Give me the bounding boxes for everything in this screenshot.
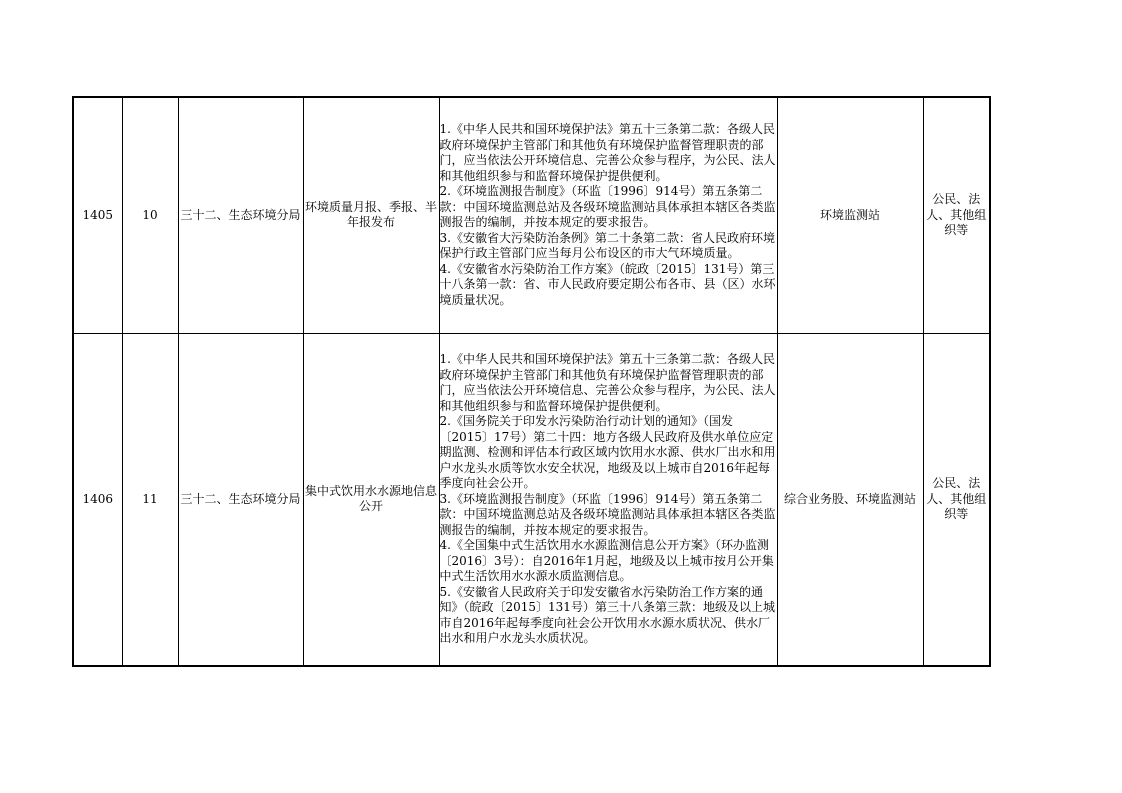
row-id: 1406	[73, 333, 122, 666]
department-cell: 三十二、生态环境分局	[178, 333, 303, 666]
disclosure-table	[72, 96, 991, 667]
row-id: 1405	[73, 97, 122, 333]
basis-clause: 4.《安徽省水污染防治工作方案》（皖政〔2015〕131号）第三十八条第一款：省、市人民政府要定期公布各市、县（区）水环境质量状况。	[439, 261, 776, 307]
basis-clause: 1.《中华人民共和国环境保护法》第五十三条第二款：各级人民政府环境保护主管部门和其他负有环境保护监督管理职责的部门，应当依法公开环境信息、完善公众参与程序，为公民、法人和其他组织参与和监督环境保护提供便利。	[439, 352, 776, 413]
row-number: 10	[122, 97, 178, 333]
target-audience-cell: 公民、法人、其他组织等	[923, 333, 990, 666]
basis-cell	[439, 97, 777, 333]
basis-cell	[439, 333, 777, 666]
basis-clause: 2.《国务院关于印发水污染防治行动计划的通知》（国发〔2015〕17号）第二十四：地方各级人民政府及供水单位应定期监测、检测和评估本行政区域内饮用水水源、供水厂出水和用户水龙头水质等饮水安全状况，地级及以上城市自2016年起每季度向社会公开。	[439, 414, 776, 490]
basis-clause: 2.《环境监测报告制度》（环监〔1996〕914号）第五条第二款：中国环境监测总站及各级环境监测站具体承担本辖区各类监测报告的编制，并按本规定的要求报告。	[439, 184, 776, 230]
target-audience-cell: 公民、法人、其他组织等	[923, 97, 990, 333]
responsible-unit-cell: 综合业务股、环境监测站	[777, 333, 923, 666]
item-cell: 环境质量月报、季报、半年报发布	[303, 97, 439, 333]
basis-clause: 5.《安徽省人民政府关于印发安徽省水污染防治工作方案的通知》（皖政〔2015〕131号）第三十八条第三款：地级及以上城市自2016年起每季度向社会公开饮用水水源水质状况、供水厂出水和用户水龙头水质状况。	[439, 584, 775, 645]
basis-clause: 3.《安徽省大污染防治条例》第二十条第二款：省人民政府环境保护行政主管部门应当每月公布设区的市大气环境质量。	[439, 230, 775, 261]
basis-clause: 1.《中华人民共和国环境保护法》第五十三条第二款：各级人民政府环境保护主管部门和其他负有环境保护监督管理职责的部门，应当依法公开环境信息、完善公众参与程序，为公民、法人和其他组织参与和监督环境保护提供便利。	[439, 122, 776, 183]
row-number: 11	[122, 333, 178, 666]
responsible-unit-cell: 环境监测站	[777, 97, 923, 333]
table-row	[73, 97, 990, 333]
item-cell: 集中式饮用水水源地信息公开	[303, 333, 439, 666]
basis-clause: 4.《全国集中式生活饮用水水源监测信息公开方案》（环办监测〔2016〕3号）：自2016年1月起，地级及以上城市按月公开集中式生活饮用水水源水质监测信息。	[439, 538, 774, 583]
table-row	[73, 333, 990, 666]
basis-clause: 3.《环境监测报告制度》（环监〔1996〕914号）第五条第二款：中国环境监测总站及各级环境监测站具体承担本辖区各类监测报告的编制，并按本规定的要求报告。	[439, 491, 776, 537]
department-cell: 三十二、生态环境分局	[178, 97, 303, 333]
